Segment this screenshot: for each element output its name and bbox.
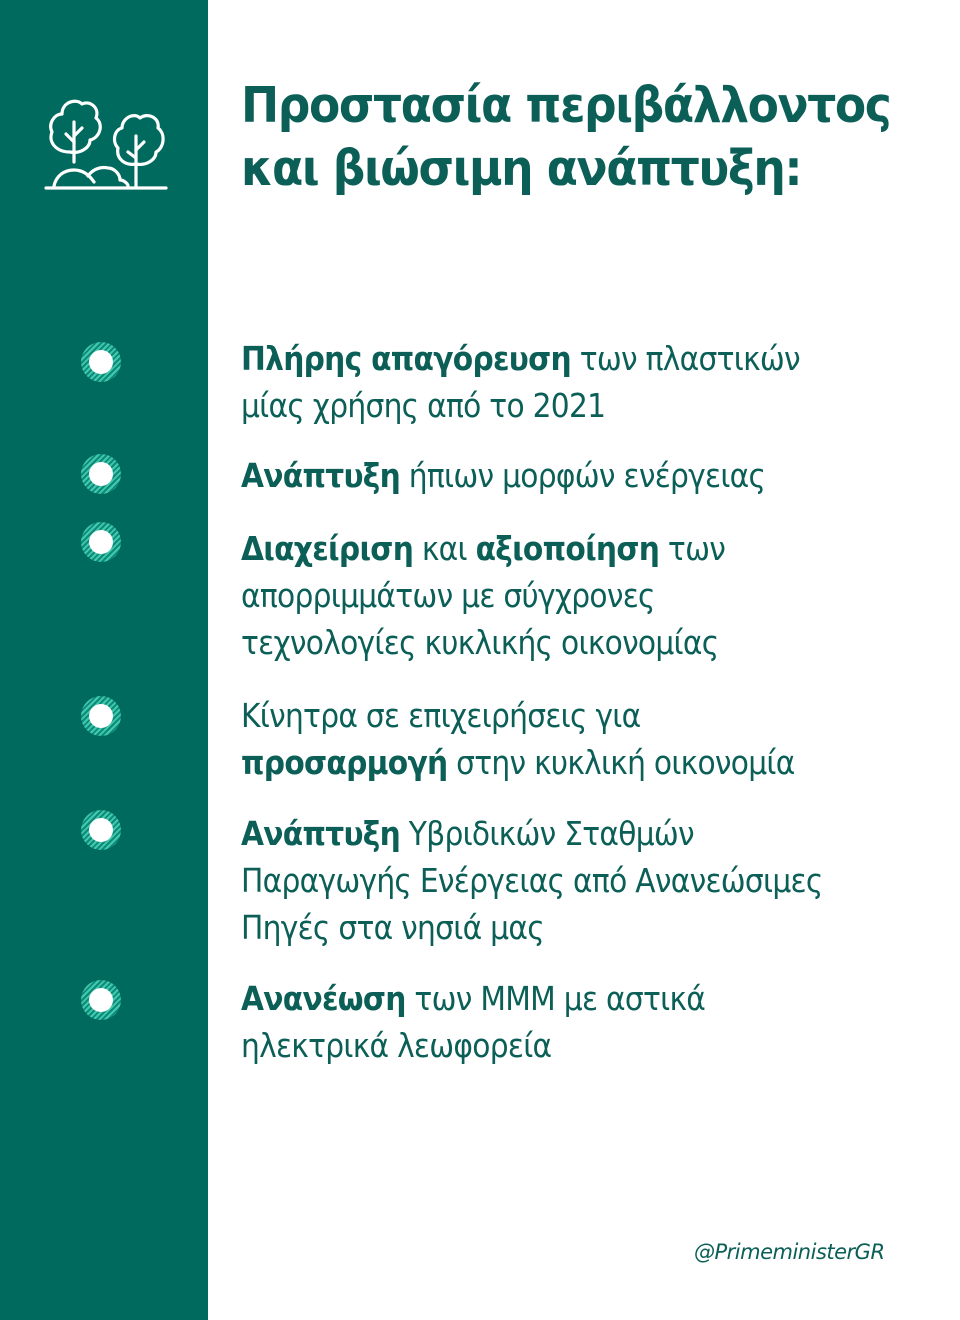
item-line: Πηγές στα νησιά μας [241, 908, 544, 947]
sidebar [0, 0, 208, 1320]
list-item [241, 335, 871, 429]
item-line: Ανάπτυξη ήπιων μορφών ενέργειας [241, 456, 766, 495]
item-line: Διαχείριση και αξιοποίηση των [241, 529, 726, 568]
bullet-icon [81, 810, 121, 850]
bullet-icon [81, 696, 121, 736]
item-line: απορριμμάτων με σύγχρονες [241, 576, 655, 615]
item-line: προσαρμογή στην κυκλική οικονομία [241, 743, 795, 782]
item-line: Ανανέωση των ΜΜΜ με αστικά [241, 979, 706, 1018]
list-item [241, 452, 871, 499]
list-item [241, 692, 871, 786]
bullet-icon [81, 342, 121, 382]
list-item [241, 810, 871, 951]
title-line-2: και βιώσιμη ανάπτυξη: [241, 140, 802, 197]
item-line: Κίνητρα σε επιχειρήσεις για [241, 696, 641, 735]
bullet-icon [81, 522, 121, 562]
item-line: τεχνολογίες κυκλικής οικονομίας [241, 623, 719, 662]
page-title [241, 74, 892, 200]
item-line: μίας χρήσης από το 2021 [241, 386, 606, 425]
title-line-1: Προστασία περιβάλλοντος [241, 77, 891, 134]
item-line: Πλήρης απαγόρευση των πλαστικών [241, 339, 800, 378]
list-item [241, 525, 871, 666]
bullet-icon [81, 454, 121, 494]
item-line: Παραγωγής Ενέργειας από Ανανεώσιμες [241, 861, 823, 900]
trees-icon [44, 96, 168, 192]
item-line: Ανάπτυξη Υβριδικών Σταθμών [241, 814, 694, 853]
social-handle: @PrimeministerGR [694, 1240, 885, 1264]
bullet-icon [81, 980, 121, 1020]
list-item [241, 975, 871, 1069]
item-line: ηλεκτρικά λεωφορεία [241, 1026, 552, 1065]
